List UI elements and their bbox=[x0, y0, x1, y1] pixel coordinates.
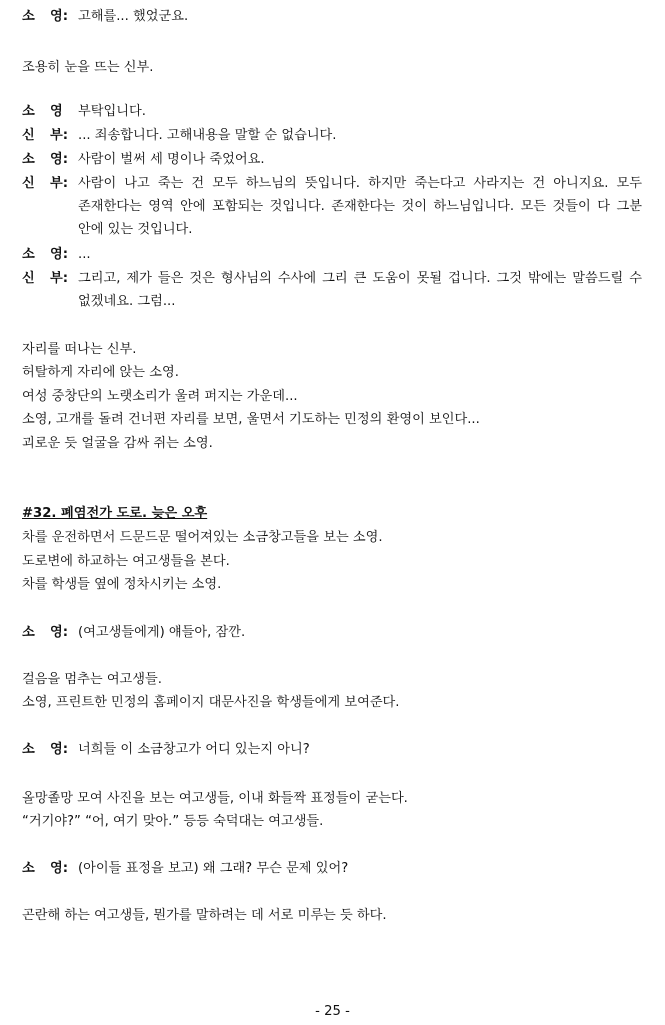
action-line: 차를 운전하면서 드문드문 떨어져있는 소금창고들을 보는 소영. bbox=[22, 530, 383, 545]
action-line: 도로변에 하교하는 여고생들을 본다. bbox=[22, 554, 230, 569]
speaker-label: 소 영: bbox=[22, 247, 69, 262]
action-line: 올망졸망 모여 사진을 보는 여고생들, 이내 화들짝 표정들이 굳는다. bbox=[22, 791, 408, 806]
dialogue-text: 부탁입니다. bbox=[78, 104, 146, 119]
dialogue-line bbox=[22, 175, 642, 241]
dialogue-text: 사람이 벌써 세 명이나 죽었어요. bbox=[78, 152, 265, 167]
action-line: “거기야?” “어, 여기 맞아.” 등등 숙덕대는 여고생들. bbox=[22, 814, 324, 829]
action-line: 여성 중창단의 노랫소리가 울려 퍼지는 가운데... bbox=[22, 389, 298, 404]
dialogue-text: ... bbox=[78, 247, 91, 262]
speaker-label: 소 영 bbox=[22, 104, 63, 119]
dialogue-line bbox=[22, 8, 642, 26]
action-line: 조용히 눈을 뜨는 신부. bbox=[22, 60, 154, 75]
dialogue-line bbox=[22, 270, 642, 313]
speaker-label: 소 영: bbox=[22, 625, 69, 640]
dialogue-text: 그리고, 제가 들은 것은 형사님의 수사에 그리 큰 도움이 못될 겁니다. 그것 밖에는 말씀드릴 수 없겠네요. 그럼... bbox=[78, 271, 642, 309]
action-line: 허탈하게 자리에 앉는 소영. bbox=[22, 365, 179, 380]
dialogue-text: 고해를... 했었군요. bbox=[78, 9, 189, 24]
action-line: 차를 학생들 옆에 정차시키는 소영. bbox=[22, 577, 222, 592]
speaker-label: 신 부: bbox=[22, 128, 69, 143]
dialogue-text: (여고생들에게) 얘들아, 잠깐. bbox=[78, 625, 246, 640]
dialogue-text: (아이들 표정을 보고) 왜 그래? 무슨 문제 있어? bbox=[78, 861, 349, 876]
action-line: 소영, 프린트한 민정의 홈페이지 대문사진을 학생들에게 보여준다. bbox=[22, 695, 400, 710]
action-line: 걸음을 멈추는 여고생들. bbox=[22, 672, 162, 687]
speaker-label: 신 부: bbox=[22, 176, 69, 191]
dialogue-line bbox=[22, 624, 642, 642]
dialogue-text: ... 죄송합니다. 고해내용을 말할 순 없습니다. bbox=[78, 128, 337, 143]
dialogue-line bbox=[22, 127, 642, 145]
dialogue-text: 너희들 이 소금창고가 어디 있는지 아니? bbox=[78, 742, 310, 757]
speaker-label: 소 영: bbox=[22, 742, 69, 757]
dialogue-line bbox=[22, 860, 642, 878]
scene-heading: #32. 폐염전가 도로. 늦은 오후 bbox=[22, 506, 208, 521]
dialogue-line bbox=[22, 103, 642, 121]
speaker-label: 소 영: bbox=[22, 152, 69, 167]
dialogue-line bbox=[22, 151, 642, 169]
speaker-label: 신 부: bbox=[22, 271, 69, 286]
action-line: 자리를 떠나는 신부. bbox=[22, 342, 137, 357]
speaker-label: 소 영: bbox=[22, 9, 69, 24]
action-line: 소영, 고개를 돌려 건너편 자리를 보면, 울면서 기도하는 민정의 환영이 보인다... bbox=[22, 412, 480, 427]
dialogue-text: 사람이 나고 죽는 건 모두 하느님의 뜻입니다. 하지만 죽는다고 사라지는 건 아니지요. 모두 존재한다는 영역 안에 포함되는 것입니다. 존재한다는 것이 하느님입니다. 모든 것들이 다 그분 안에 있는 것입니다. bbox=[78, 176, 642, 237]
action-line: 곤란해 하는 여고생들, 뭔가를 말하려는 데 서로 미루는 듯 하다. bbox=[22, 908, 387, 923]
dialogue-line bbox=[22, 741, 642, 759]
action-line: 괴로운 듯 얼굴을 감싸 쥐는 소영. bbox=[22, 436, 213, 451]
speaker-label: 소 영: bbox=[22, 861, 69, 876]
page-number: - 25 - bbox=[315, 1004, 350, 1019]
dialogue-line bbox=[22, 246, 642, 264]
